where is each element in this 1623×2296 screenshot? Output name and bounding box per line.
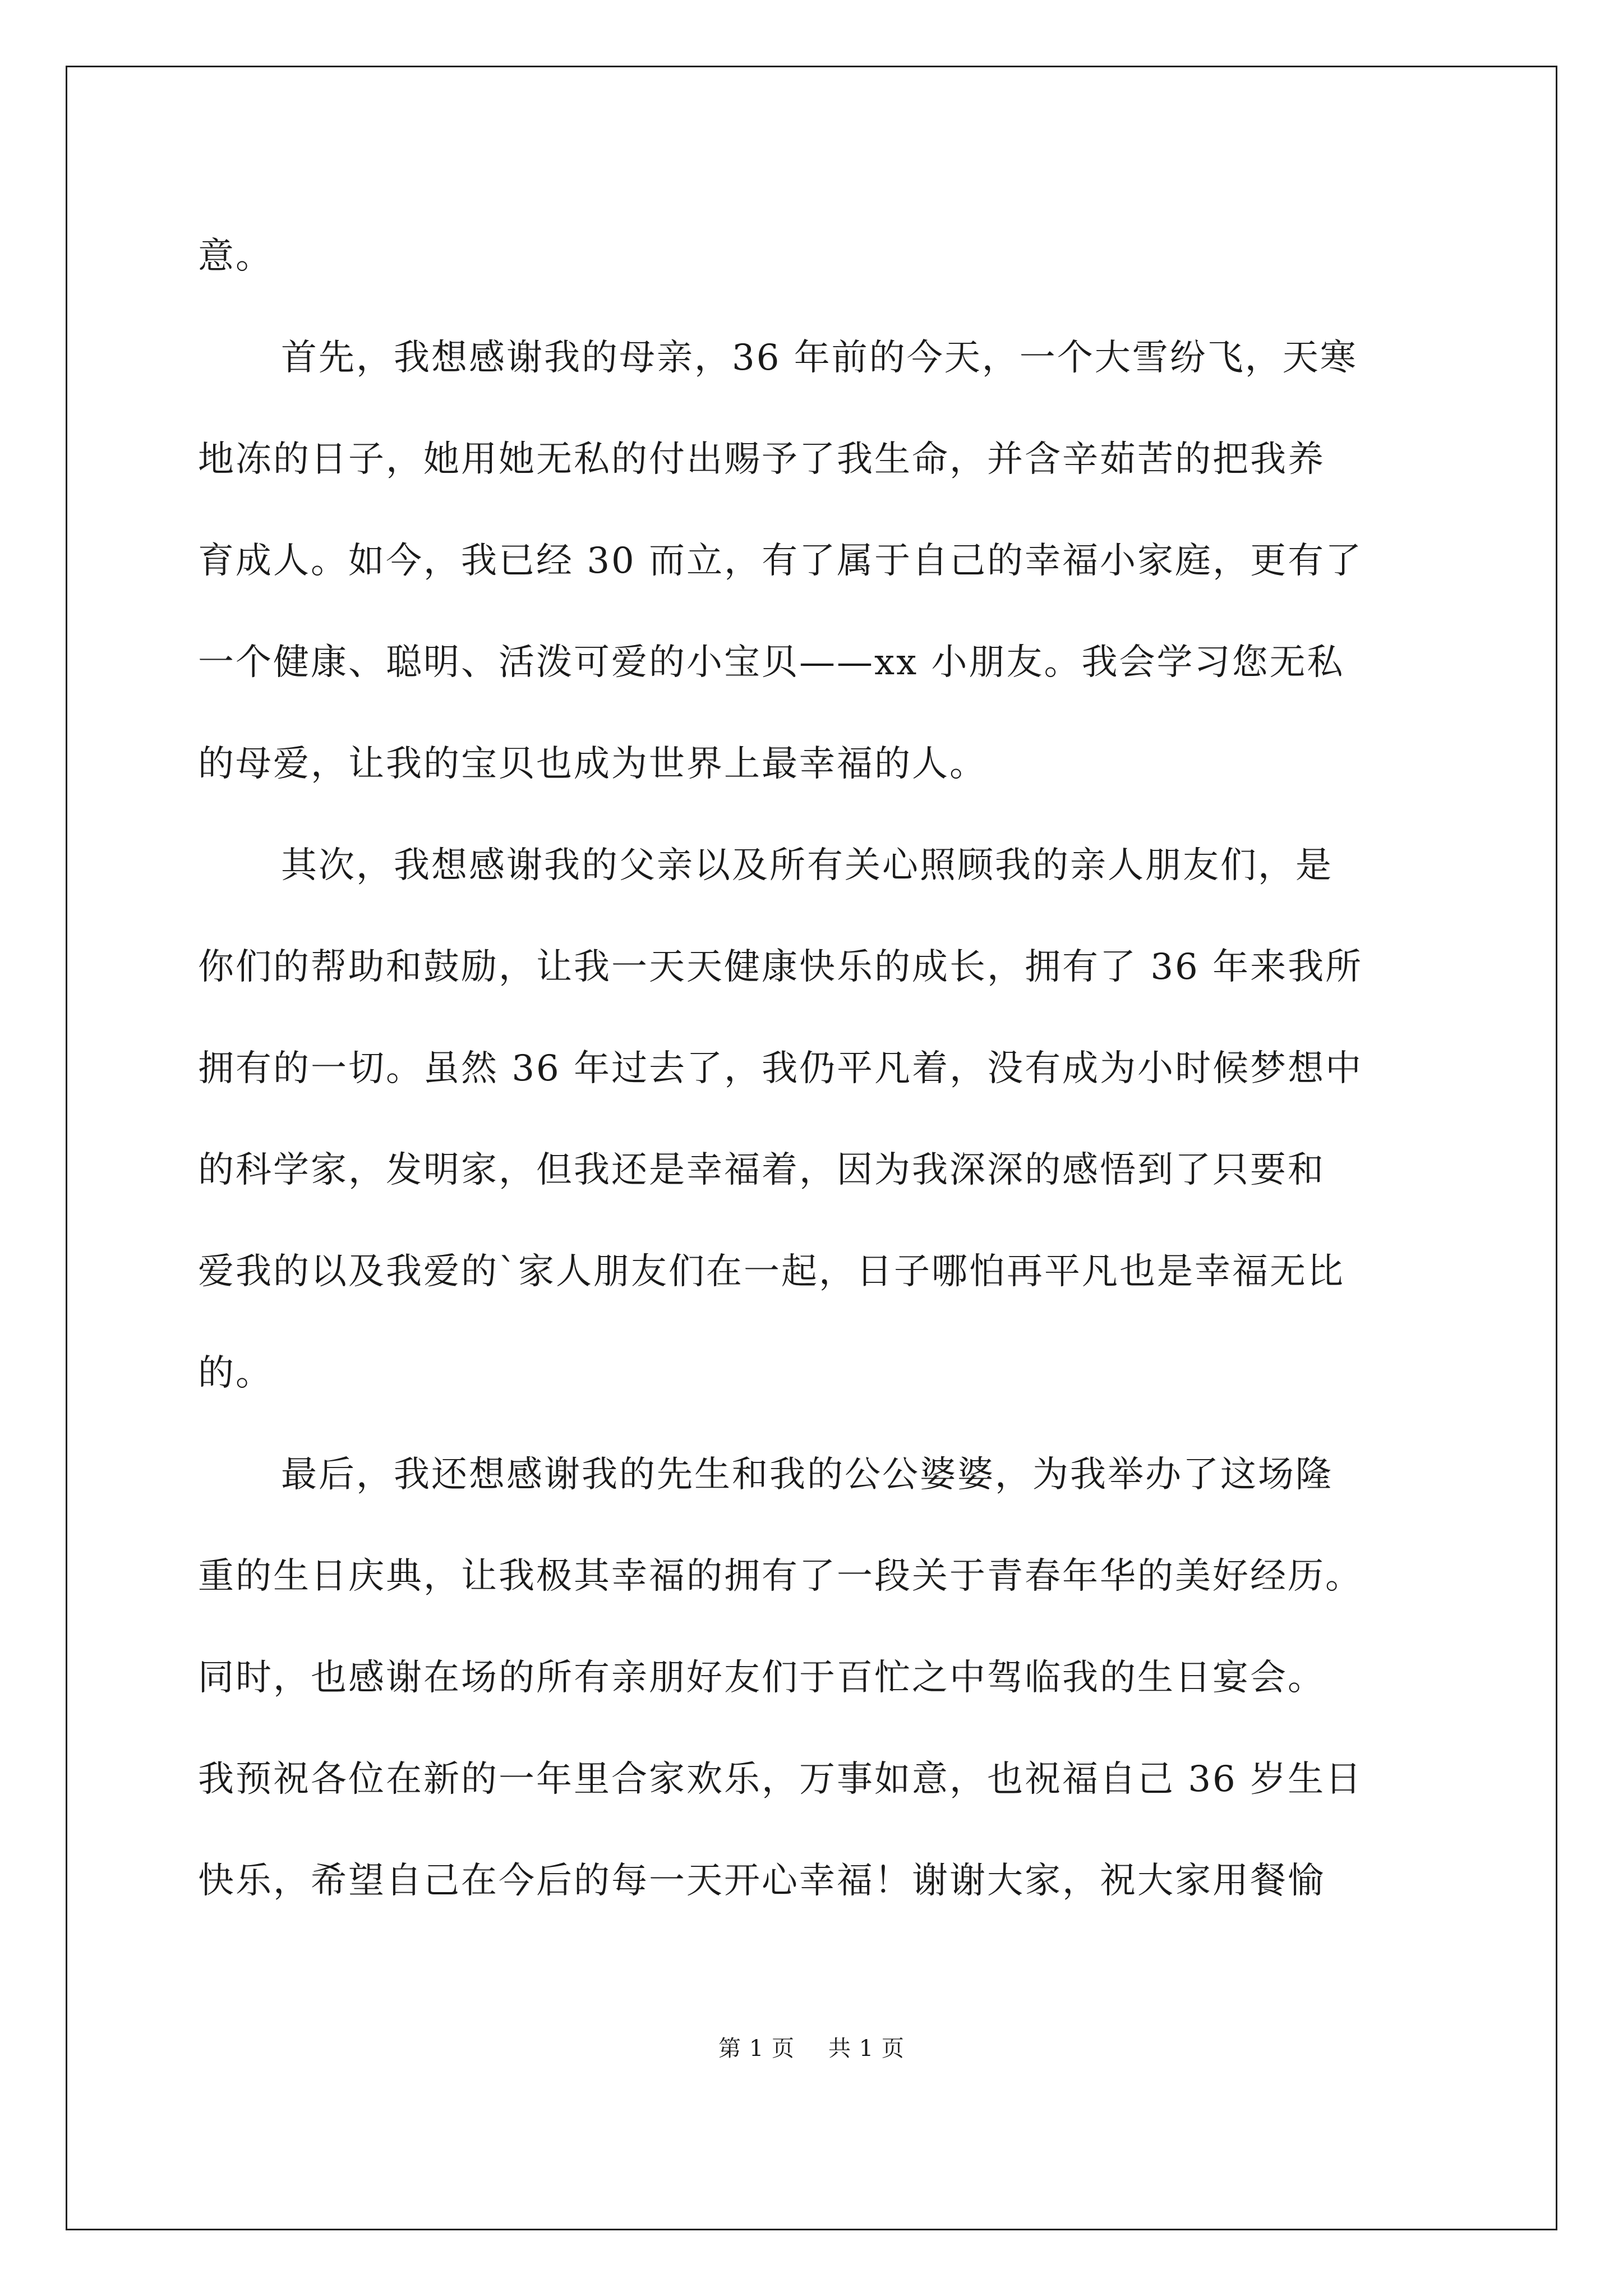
text-line: 我预祝各位在新的一年里合家欢乐，万事如意，也祝福自己 36 岁生日 (198, 1759, 1363, 1800)
text-line: 拥有的一切。虽然 36 年过去了，我仍平凡着，没有成为小时候梦想中 (198, 1048, 1363, 1089)
text-line: 爱我的以及我爱的`家人朋友们在一起，日子哪怕再平凡也是幸福无比 (198, 1251, 1345, 1292)
text-line: 的科学家，发明家，但我还是幸福着，因为我深深的感悟到了只要和 (198, 1149, 1325, 1191)
text-line: 的。 (198, 1352, 273, 1394)
text-line: 一个健康、聪明、活泼可爱的小宝贝——xx 小朋友。我会学习您无私 (198, 642, 1345, 683)
text-line: 意。 (198, 236, 273, 277)
text-line: 同时，也感谢在场的所有亲朋好友们于百忙之中驾临我的生日宴会。 (198, 1657, 1325, 1699)
text-line: 最后，我还想感谢我的先生和我的公公婆婆，为我举办了这场隆 (281, 1454, 1333, 1496)
text-line: 重的生日庆典，让我极其幸福的拥有了一段关于青春年华的美好经历。 (198, 1556, 1363, 1597)
page-total: 共 1 页 (828, 2036, 905, 2062)
text-line: 的母爱，让我的宝贝也成为世界上最幸福的人。 (198, 743, 987, 785)
text-line: 地冻的日子，她用她无私的付出赐予了我生命，并含辛茹苦的把我养 (198, 439, 1325, 480)
text-line: 其次，我想感谢我的父亲以及所有关心照顾我的亲人朋友们，是 (281, 845, 1333, 886)
text-line: 首先，我想感谢我的母亲，36 年前的今天，一个大雪纷飞，天寒 (281, 337, 1358, 379)
text-line: 你们的帮助和鼓励，让我一天天健康快乐的成长，拥有了 36 年来我所 (198, 946, 1363, 988)
document-body (198, 206, 1432, 1932)
text-line: 育成人。如今，我已经 30 而立，有了属于自己的幸福小家庭，更有了 (198, 540, 1363, 582)
text-line: 快乐，希望自己在今后的每一天开心幸福！谢谢大家，祝大家用餐愉 (198, 1860, 1325, 1902)
page-footer (0, 2032, 1623, 2065)
page-number: 第 1 页 (718, 2036, 795, 2062)
